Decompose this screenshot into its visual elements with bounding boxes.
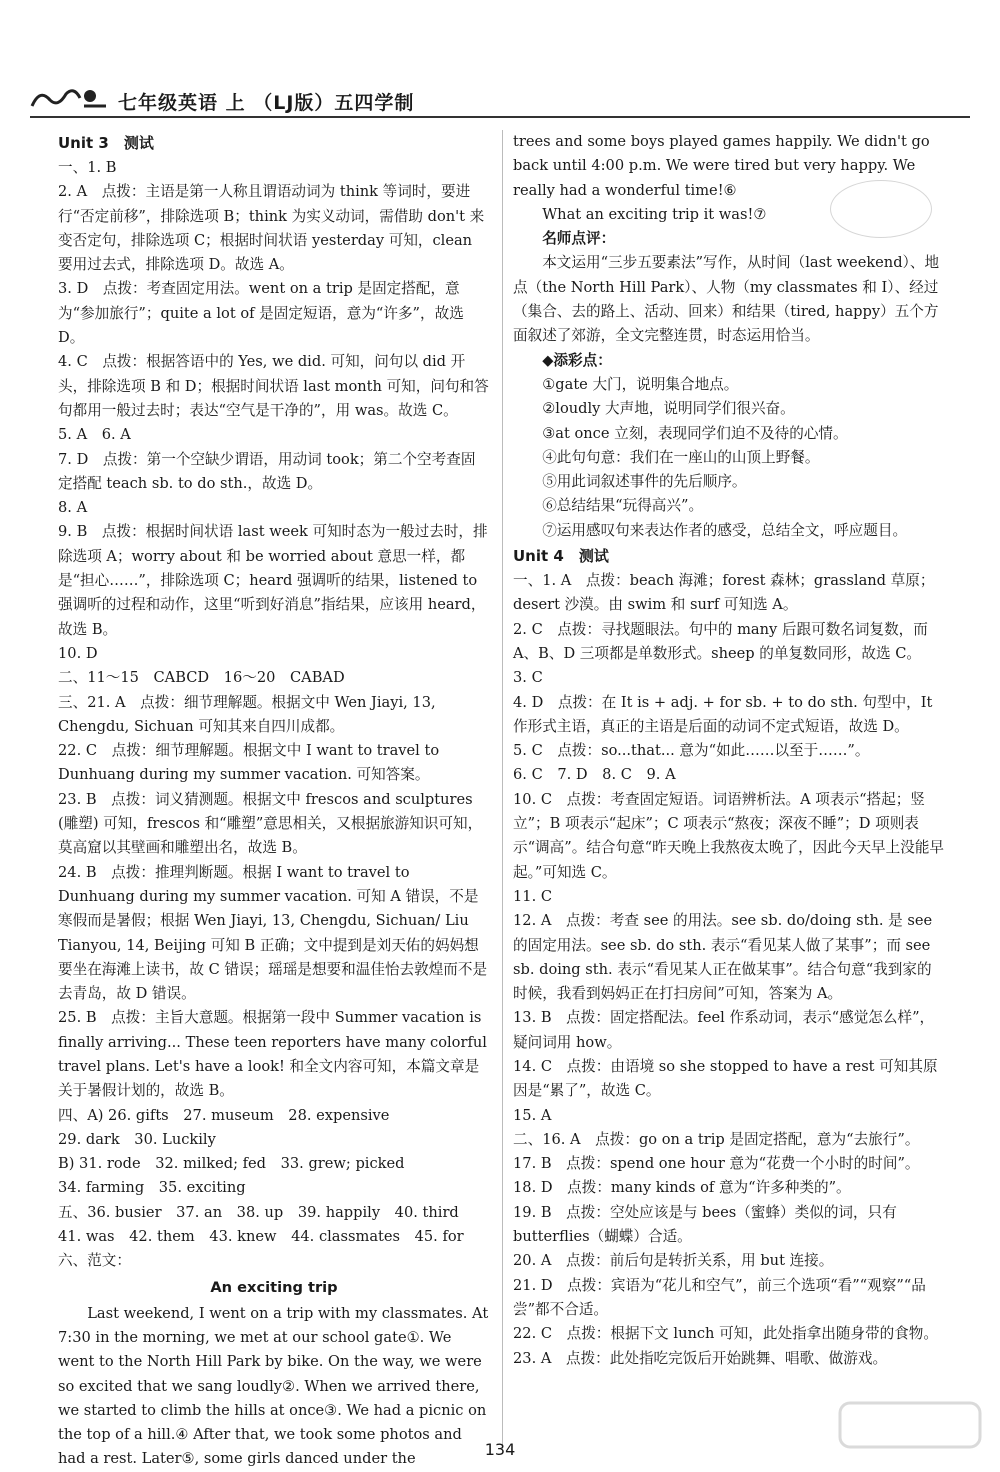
right-paragraph: 名师点评： [542, 230, 616, 248]
left-paragraph: 二、11～15 CABCD 16～20 CABAD [58, 669, 345, 687]
left-paragraph: Last weekend, I went on a trip with my classmates. At 7:30 in the morning, we met at our school gate①. We went to the North Hill Park by bike. On the way, we were so excited that we sang loudly②. When we arrived there, we started to climb the hills at once③. We had a picnic on the top of a hill.④ After that, we took some photos and had a rest. Later⑤, some girls danced under the [58, 1304, 489, 1468]
right-paragraph: 6. C 7. D 8. C 9. A [513, 766, 676, 784]
right-paragraph: ⑤用此词叙述事件的先后顺序。 [542, 473, 747, 491]
left-paragraph: 25. B 点拨：主旨大意题。根据第一段中 Summer vacation is finally arriving... These teen reporters have many colorful travel plans. Let's have a look! 和全文内容可知，本篇文章是关于暑假计划的，故选 B。 [58, 1009, 487, 1100]
right-paragraph: ②loudly 大声地，说明同学们很兴奋。 [542, 400, 795, 418]
left-paragraph: 8. A [58, 499, 88, 517]
right-paragraph: ⑦运用感叹句来表达作者的感受，总结全文，呼应题目。 [542, 521, 908, 539]
right-paragraph: 20. A 点拨：前后句是转折关系，用 but 连接。 [513, 1252, 834, 1270]
right-paragraph: 本文运用“三步五要素法”写作，从时间（last weekend）、地点（the North Hill Park）、人物（my classmates 和 I）、经过（集合、去的路上、活动、回来）和结果（tired, happy）五个方面叙述了郊游，全文完整连贯，时态运用恰当。 [513, 254, 940, 345]
left-paragraph: An exciting trip [210, 1278, 338, 1296]
right-paragraph: 5. C 点拨：so...that... 意为“如此……以至于……”。 [513, 742, 870, 760]
right-paragraph: 19. B 点拨：空处应该是与 bees（蜜蜂）类似的词，只有 butterflies（蝴蝶）合适。 [513, 1203, 897, 1246]
column-divider [502, 130, 503, 1450]
right-paragraph: 14. C 点拨：由语境 so she stopped to have a rest 可知其原因是“累了”，故选 C。 [513, 1057, 938, 1100]
right-paragraph: trees and some boys played games happily. We didn't go back until 4:00 p.m. We were tired but very happy. We really had a wonderful time!⑥ [513, 133, 930, 199]
left-paragraph: 41. was 42. them 43. knew 44. classmates 45. for [58, 1228, 464, 1246]
left-paragraph: B) 31. rode 32. milked; fed 33. grew; picked [58, 1155, 405, 1173]
page-header [30, 84, 970, 116]
right-paragraph: 13. B 点拨：固定搭配法。feel 作系动词，表示“感觉怎么样”，疑问词用 how。 [513, 1009, 935, 1051]
right-paragraph: 18. D 点拨：many kinds of 意为“许多种类的”。 [513, 1179, 851, 1197]
right-paragraph: 11. C [513, 887, 553, 905]
right-paragraph: 2. C 点拨：寻找题眼法。句中的 many 后跟可数名词复数，而 A、B、D 三项都是单数形式。sheep 的单复数同形，故选 C。 [513, 620, 928, 662]
right-paragraph: 二、16. A 点拨：go on a trip 是固定搭配，意为“去旅行”。 [513, 1130, 920, 1148]
right-paragraph: ④此句句意：我们在一座山的山顶上野餐。 [542, 448, 820, 466]
left-paragraph: 四、A) 26. gifts 27. museum 28. expensive [58, 1106, 390, 1124]
left-paragraph: Unit 3 测试 [58, 134, 154, 152]
left-paragraph: 2. A 点拨：主语是第一人称且谓语动词为 think 等词时，要进行“否定前移”，排除选项 B；think 为实义动词，需借助 don't 来变否定句，排除选项 C；根据时间状语 yesterday 可知，clean 要用过去式，排除选项 D。故选 A。 [58, 183, 485, 274]
left-paragraph: 5. A 6. A [58, 426, 131, 444]
right-paragraph: ◆添彩点： [542, 351, 612, 369]
right-paragraph: 21. D 点拨：宾语为“花儿和空气”，前三个选项“看”“观察”“品尝”都不合适。 [513, 1276, 926, 1318]
publisher-logo-icon [30, 86, 110, 112]
left-paragraph: 六、范文： [58, 1252, 131, 1270]
right-paragraph: 10. C 点拨：考查固定短语。词语辨析法。A 项表示“搭起；竖立”；B 项表示“起床”；C 项表示“熬夜；深夜不睡”；D 项则表示“调高”。结合句意“昨天晚上我熬夜太晚了，因此今天早上没能早起。”可知选 C。 [513, 790, 945, 881]
right-paragraph: 22. C 点拨：根据下文 lunch 可知，此处指拿出随身带的食物。 [513, 1325, 938, 1343]
right-paragraph: ③at once 立刻，表现同学们迫不及待的心情。 [542, 424, 848, 442]
stamp-icon [830, 180, 932, 238]
left-paragraph: 23. B 点拨：词义猜测题。根据文中 frescos and sculptures (雕塑) 可知，frescos 和“雕塑”意思相关，又根据旅游知识可知，莫高窟以其壁画和雕塑出名，故选 B。 [58, 790, 483, 857]
left-paragraph: 10. D [58, 644, 98, 662]
left-paragraph: 22. C 点拨：细节理解题。根据文中 I want to travel to Dunhuang during my summer vacation. 可知答案。 [58, 742, 440, 784]
right-paragraph: ①gate 大门，说明集合地点。 [542, 375, 739, 393]
left-paragraph: 三、21. A 点拨：细节理解题。根据文中 Wen Jiayi, 13, Chengdu, Sichuan 可知其来自四川成都。 [58, 693, 436, 735]
left-paragraph: 29. dark 30. Luckily [58, 1130, 216, 1148]
left-paragraph: 五、36. busier 37. an 38. up 39. happily 40. third [58, 1203, 459, 1221]
right-paragraph: 17. B 点拨：spend one hour 意为“花费一个小时的时间”。 [513, 1155, 920, 1173]
right-column [513, 130, 945, 1371]
header-rule [30, 116, 970, 118]
right-paragraph: 一、1. A 点拨：beach 海滩；forest 森林；grassland 草原；desert 沙漠。由 swim 和 surf 可知选 A。 [513, 572, 935, 614]
page-number: 134 [484, 1440, 516, 1459]
left-paragraph: 34. farming 35. exciting [58, 1179, 246, 1197]
right-paragraph: What an exciting trip it was!⑦ [542, 205, 767, 223]
left-paragraph: 9. B 点拨：根据时间状语 last week 可知时态为一般过去时，排除选项 A；worry about 和 be worried about 意思一样，都是“担心……”，排除选项 C；heard 强调听的结果，listened to 强调听的过程和动作，这里“听到好消息”指结果，应该用 heard，故选 B。 [58, 523, 488, 638]
right-paragraph: 23. A 点拨：此处指吃完饭后开始跳舞、唱歌、做游戏。 [513, 1349, 888, 1367]
left-paragraph: 一、1. B [58, 159, 117, 176]
left-column [58, 130, 490, 1472]
left-paragraph: 24. B 点拨：推理判断题。根据 I want to travel to Dunhuang during my summer vacation. 可知 A 错误，不是寒假而是暑假；根据 Wen Jiayi, 13, Chengdu, Sichuan/ Liu Tianyou, 14, Beijing 可知 B 正确；文中提到是刘天佑的妈妈想要坐在海滩上读书，故 C 错误；瑶瑶是想要和温佳怡去敦煌而不是去青岛，故 D 错误。 [58, 863, 488, 1003]
left-paragraph: 7. D 点拨：第一个空缺少谓语，用动词 took；第二个空考查固定搭配 teach sb. to do sth.，故选 D。 [58, 450, 476, 492]
right-paragraph: 3. C [513, 669, 543, 687]
left-paragraph: 4. C 点拨：根据答语中的 Yes, we did. 可知，问句以 did 开头，排除选项 B 和 D；根据时间状语 last month 可知，问句和答句都用一般过去时；表达“空气是干净的”，用 was。故选 C。 [58, 353, 489, 419]
left-paragraph: 3. D 点拨：考查固定用法。went on a trip 是固定搭配，意为“参加旅行”；quite a lot of 是固定短语，意为“许多”，故选 D。 [58, 280, 464, 347]
right-paragraph: 15. A [513, 1106, 552, 1124]
right-paragraph: 4. D 点拨：在 It is + adj. + for sb. + to do sth. 句型中，It 作形式主语，真正的主语是后面的动词不定式短语，故选 D。 [513, 693, 933, 735]
header-title: 七年级英语 上 （LJ版）五四学制 [118, 92, 415, 114]
right-paragraph: 12. A 点拨：考查 see 的用法。see sb. do/doing sth. 是 see 的固定用法。see sb. do sth. 表示“看见某人做了某事”；而 see sb. doing sth. 表示“看见某人正在做某事”。结合句意“我到家的时候，我看到妈妈正在打扫房间”可知，答案为 A。 [513, 912, 933, 1003]
right-paragraph: ⑥总结结果“玩得高兴”。 [542, 497, 704, 515]
right-paragraph: Unit 4 测试 [513, 547, 609, 566]
